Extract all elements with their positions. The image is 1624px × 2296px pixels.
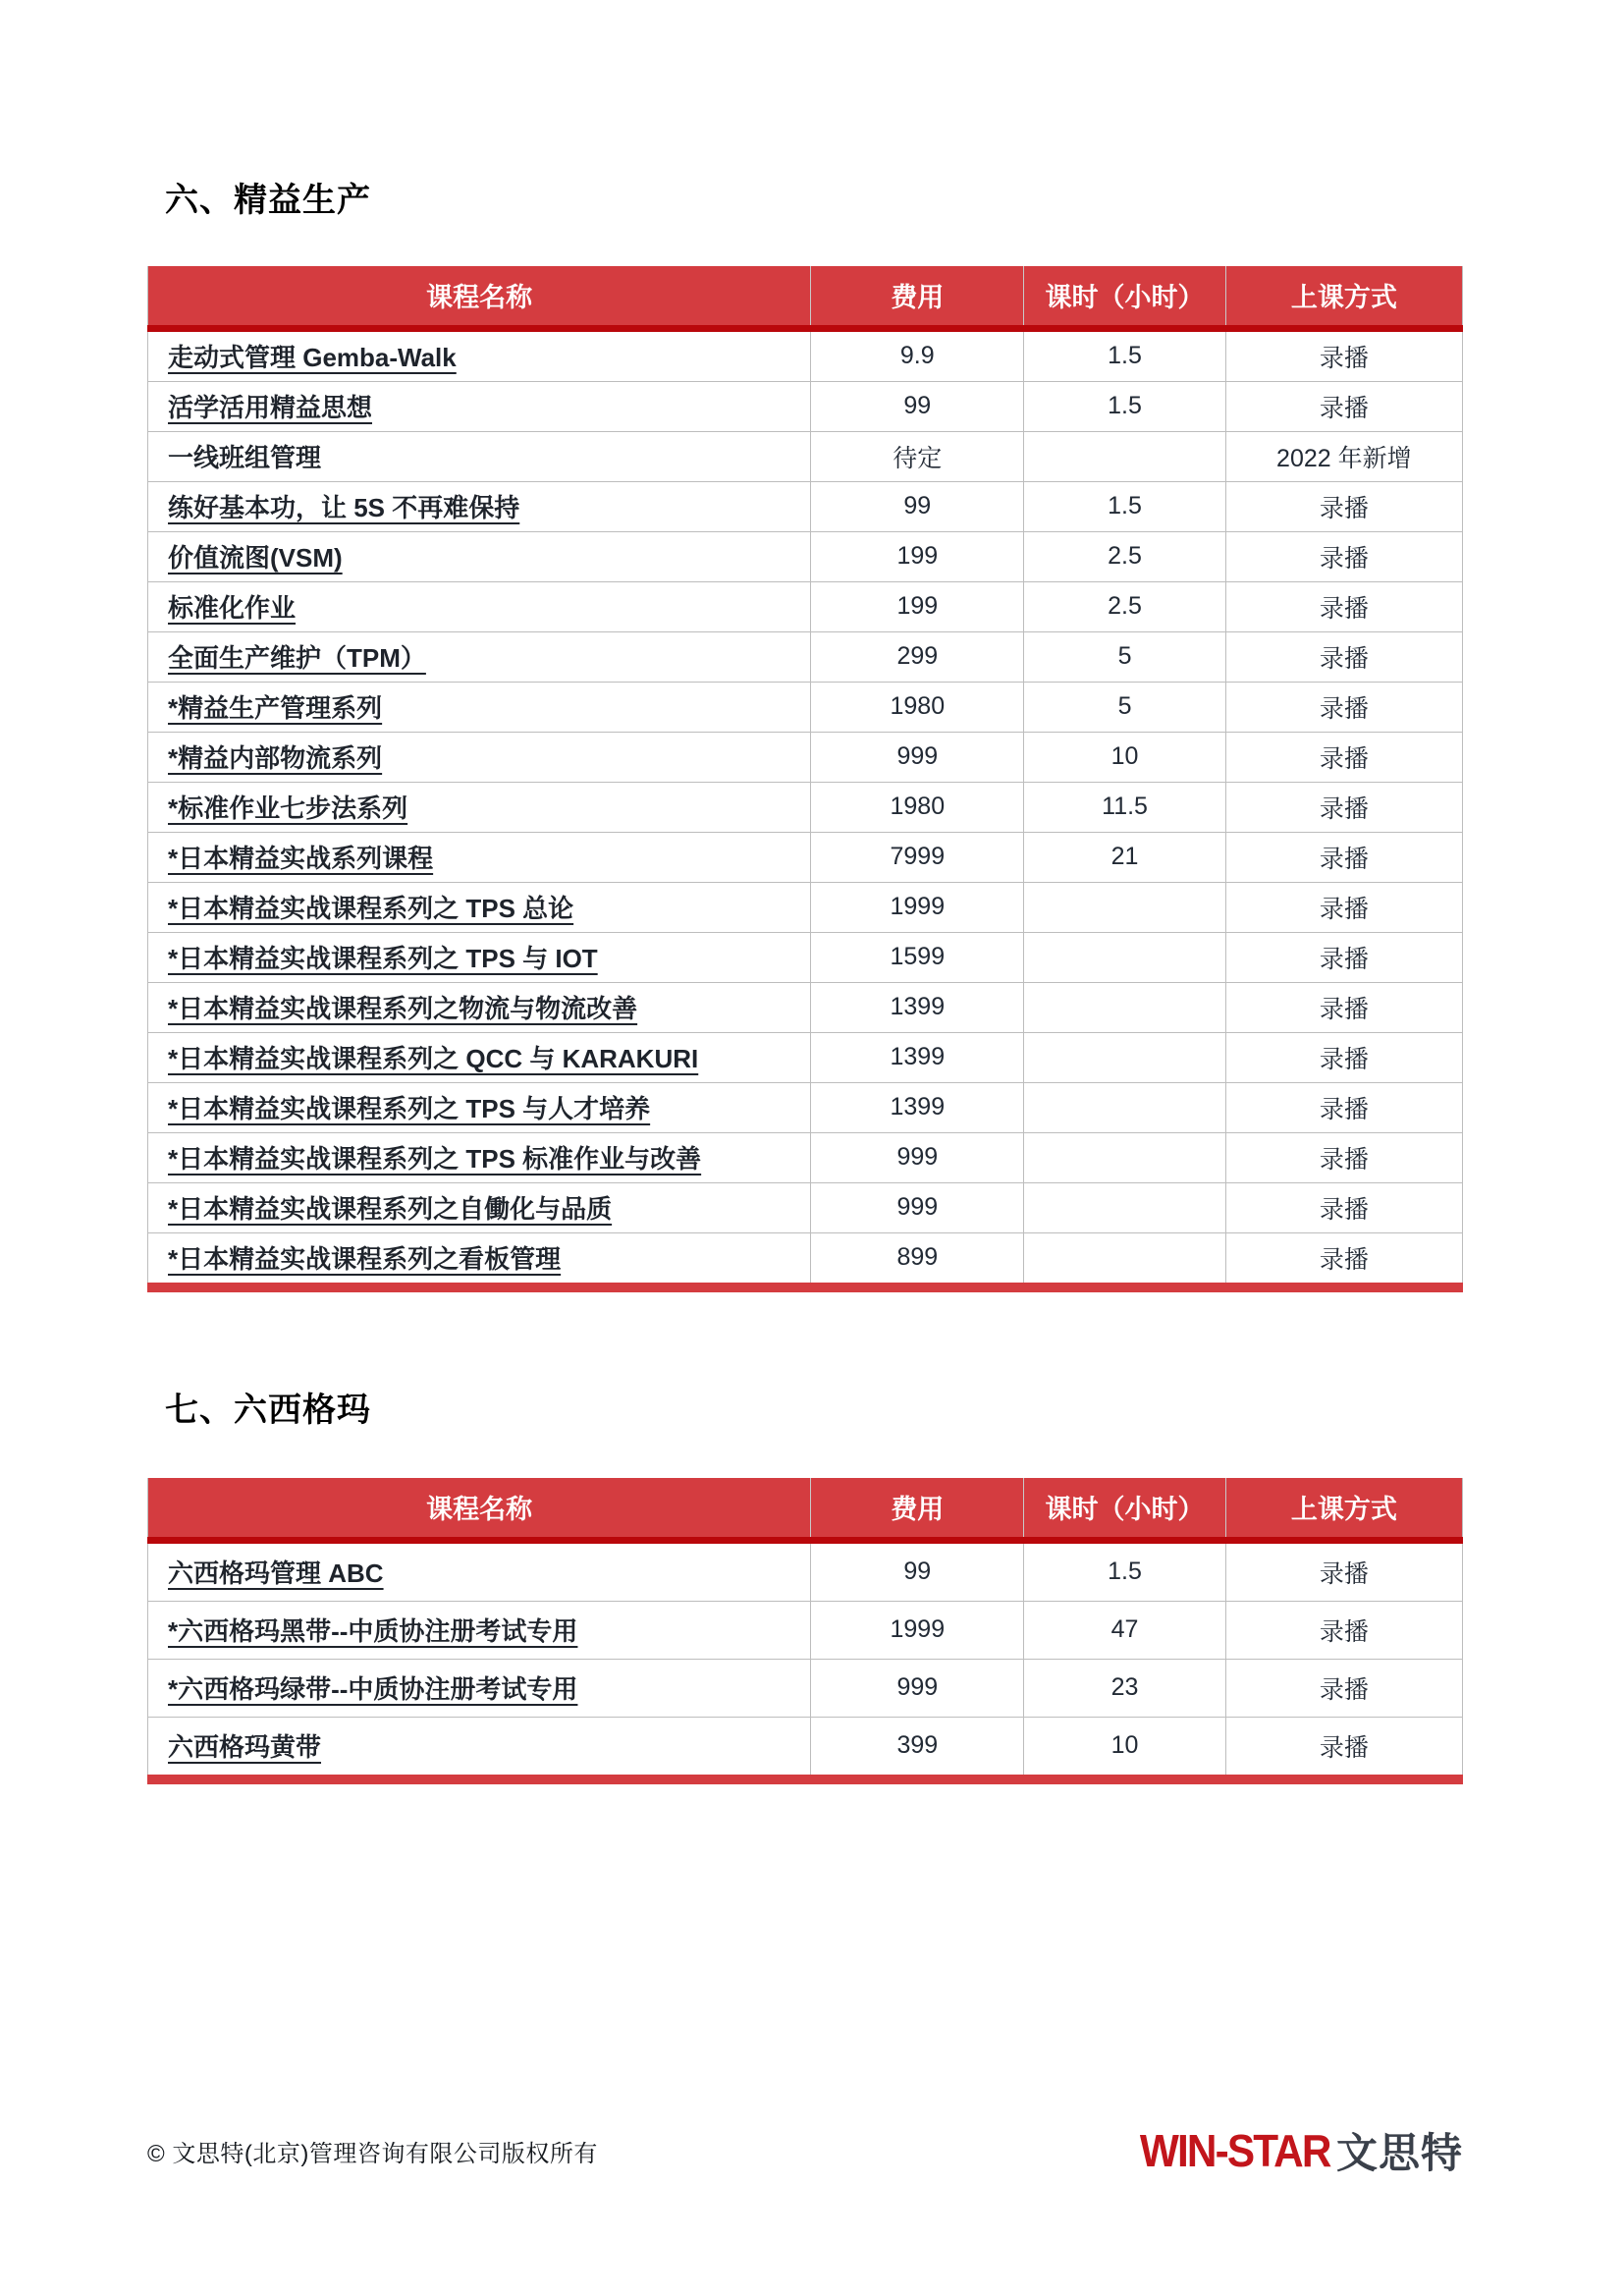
course-name-cell [148,932,811,982]
page-footer [147,2119,1463,2182]
hours-cell [1024,1032,1225,1082]
fee-cell: 1399 [811,982,1024,1032]
fee-cell: 99 [811,1540,1024,1601]
mode-cell: 录播 [1225,1601,1462,1659]
table-row [148,1232,1463,1287]
course-name-link[interactable]: *日本精益实战系列课程 [168,844,434,874]
column-header-hours: 课时（小时） [1024,266,1225,329]
logo-cn-text: 文思特 [1335,2130,1463,2176]
fee-cell: 999 [811,732,1024,782]
mode-cell: 录播 [1225,982,1462,1032]
course-name-text: 一线班组管理 [168,443,322,473]
fee-cell: 399 [811,1717,1024,1779]
column-header-course-name: 课程名称 [148,266,811,329]
mode-cell: 录播 [1225,381,1462,431]
column-header-course-name: 课程名称 [148,1478,811,1541]
mode-cell: 录播 [1225,932,1462,982]
column-header-mode: 上课方式 [1225,1478,1462,1541]
fee-cell: 待定 [811,431,1024,481]
hours-cell: 23 [1024,1659,1225,1717]
course-name-link[interactable]: 价值流图(VSM) [168,543,343,574]
course-name-cell [148,1540,811,1601]
hours-cell [1024,1082,1225,1132]
page-content [147,0,1463,1784]
fee-cell: 299 [811,631,1024,682]
fee-cell: 99 [811,381,1024,431]
course-name-cell [148,882,811,932]
mode-cell: 录播 [1225,1232,1462,1287]
course-name-link[interactable]: 走动式管理 Gemba-Walk [168,343,457,373]
hours-cell: 1.5 [1024,1540,1225,1601]
column-header-mode: 上课方式 [1225,266,1462,329]
course-name-link[interactable]: 六西格玛管理 ABC [168,1558,384,1589]
hours-cell [1024,1132,1225,1182]
course-name-cell [148,581,811,631]
mode-cell: 录播 [1225,1182,1462,1232]
table-row [148,328,1463,381]
table-row [148,1032,1463,1082]
mode-cell: 录播 [1225,1082,1462,1132]
course-name-cell [148,782,811,832]
course-name-cell [148,982,811,1032]
table-row [148,481,1463,531]
copyright-text: © 文思特(北京)管理咨询有限公司版权所有 [147,2140,598,2167]
course-name-cell [148,481,811,531]
course-name-link[interactable]: *日本精益实战课程系列之自働化与品质 [168,1194,613,1225]
course-name-cell [148,1082,811,1132]
table-row [148,1540,1463,1601]
fee-cell: 1599 [811,932,1024,982]
fee-cell: 1399 [811,1082,1024,1132]
course-name-link[interactable]: *精益生产管理系列 [168,693,383,724]
hours-cell [1024,1232,1225,1287]
header-row [148,266,1463,329]
hours-cell [1024,1182,1225,1232]
fee-cell: 1980 [811,782,1024,832]
course-name-cell [148,1132,811,1182]
course-name-cell [148,732,811,782]
course-name-link[interactable]: *日本精益实战课程系列之 TPS 与 IOT [168,944,598,974]
hours-cell [1024,882,1225,932]
fee-cell: 99 [811,481,1024,531]
table-row [148,1182,1463,1232]
mode-cell: 录播 [1225,1659,1462,1717]
mode-cell: 录播 [1225,1540,1462,1601]
table-row [148,782,1463,832]
fee-cell: 999 [811,1132,1024,1182]
table-row [148,631,1463,682]
column-header-fee: 费用 [811,1478,1024,1541]
fee-cell: 1399 [811,1032,1024,1082]
mode-cell: 录播 [1225,581,1462,631]
course-name-link[interactable]: *日本精益实战课程系列之 QCC 与 KARAKURI [168,1044,699,1074]
six-sigma-course-table [147,1478,1463,1784]
course-name-link[interactable]: *标准作业七步法系列 [168,793,408,824]
table-row [148,1132,1463,1182]
course-name-cell [148,1659,811,1717]
fee-cell: 199 [811,531,1024,581]
mode-cell: 录播 [1225,1032,1462,1082]
course-name-cell [148,631,811,682]
mode-cell: 录播 [1225,531,1462,581]
hours-cell [1024,982,1225,1032]
course-name-cell [148,1717,811,1779]
hours-cell [1024,932,1225,982]
mode-cell: 录播 [1225,1717,1462,1779]
mode-cell: 录播 [1225,732,1462,782]
table-row [148,531,1463,581]
mode-cell: 录播 [1225,832,1462,882]
course-name-link[interactable]: *日本精益实战课程系列之 TPS 总论 [168,894,574,924]
mode-cell: 录播 [1225,481,1462,531]
course-name-cell [148,1182,811,1232]
table-row [148,1717,1463,1779]
course-name-cell [148,381,811,431]
fee-cell: 9.9 [811,328,1024,381]
table-row [148,581,1463,631]
mode-cell: 录播 [1225,1132,1462,1182]
course-name-cell [148,531,811,581]
course-name-link[interactable]: *六西格玛黑带--中质协注册考试专用 [168,1616,578,1647]
course-name-cell [148,431,811,481]
lean-production-course-table [147,266,1463,1292]
mode-cell: 录播 [1225,328,1462,381]
mode-cell: 录播 [1225,682,1462,732]
table-row [148,1082,1463,1132]
table-header [148,1478,1463,1541]
table-row [148,832,1463,882]
course-name-link[interactable]: 标准化作业 [168,593,297,624]
hours-cell: 47 [1024,1601,1225,1659]
table-header [148,266,1463,329]
column-header-hours: 课时（小时） [1024,1478,1225,1541]
course-name-cell [148,1032,811,1082]
mode-cell: 2022 年新增 [1225,431,1462,481]
course-name-link[interactable]: 活学活用精益思想 [168,393,373,423]
course-name-link[interactable]: *日本精益实战课程系列之物流与物流改善 [168,994,638,1024]
hours-cell: 5 [1024,682,1225,732]
column-header-fee: 费用 [811,266,1024,329]
hours-cell: 21 [1024,832,1225,882]
fee-cell: 999 [811,1659,1024,1717]
course-name-cell [148,328,811,381]
course-name-link[interactable]: *日本精益实战课程系列之 TPS 与人才培养 [168,1094,651,1124]
fee-cell: 899 [811,1232,1024,1287]
course-name-link[interactable]: 练好基本功，让 5S 不再难保持 [168,493,520,523]
course-name-link[interactable]: 全面生产维护（TPM） [168,643,426,674]
table-body [148,1540,1463,1779]
mode-cell: 录播 [1225,631,1462,682]
winstar-logo [1123,2121,1463,2180]
hours-cell: 2.5 [1024,531,1225,581]
course-name-link[interactable]: *精益内部物流系列 [168,743,383,774]
fee-cell: 1980 [811,682,1024,732]
fee-cell: 199 [811,581,1024,631]
fee-cell: 999 [811,1182,1024,1232]
table-row [148,431,1463,481]
table-row [148,1659,1463,1717]
course-name-cell [148,1232,811,1287]
hours-cell [1024,431,1225,481]
course-name-link[interactable]: 六西格玛黄带 [168,1732,322,1763]
table-row [148,1601,1463,1659]
mode-cell: 录播 [1225,782,1462,832]
table-body [148,328,1463,1287]
hours-cell: 5 [1024,631,1225,682]
course-name-cell [148,682,811,732]
mode-cell: 录播 [1225,882,1462,932]
table-row [148,882,1463,932]
hours-cell: 1.5 [1024,381,1225,431]
header-row [148,1478,1463,1541]
course-name-link[interactable]: *日本精益实战课程系列之看板管理 [168,1244,562,1275]
table-row [148,682,1463,732]
course-name-link[interactable]: *六西格玛绿带--中质协注册考试专用 [168,1674,578,1705]
section-heading-six-sigma: 七、六西格玛 [165,1391,371,1429]
table-row [148,932,1463,982]
course-name-cell [148,832,811,882]
course-name-link[interactable]: *日本精益实战课程系列之 TPS 标准作业与改善 [168,1144,702,1175]
hours-cell: 1.5 [1024,328,1225,381]
hours-cell: 11.5 [1024,782,1225,832]
hours-cell: 10 [1024,732,1225,782]
logo-latin-text: WIN-STAR [1140,2125,1330,2176]
hours-cell: 2.5 [1024,581,1225,631]
table-row [148,381,1463,431]
fee-cell: 7999 [811,832,1024,882]
fee-cell: 1999 [811,1601,1024,1659]
course-name-cell [148,1601,811,1659]
hours-cell: 1.5 [1024,481,1225,531]
table-row [148,982,1463,1032]
section-heading-lean-production: 六、精益生产 [165,182,371,219]
fee-cell: 1999 [811,882,1024,932]
hours-cell: 10 [1024,1717,1225,1779]
table-row [148,732,1463,782]
